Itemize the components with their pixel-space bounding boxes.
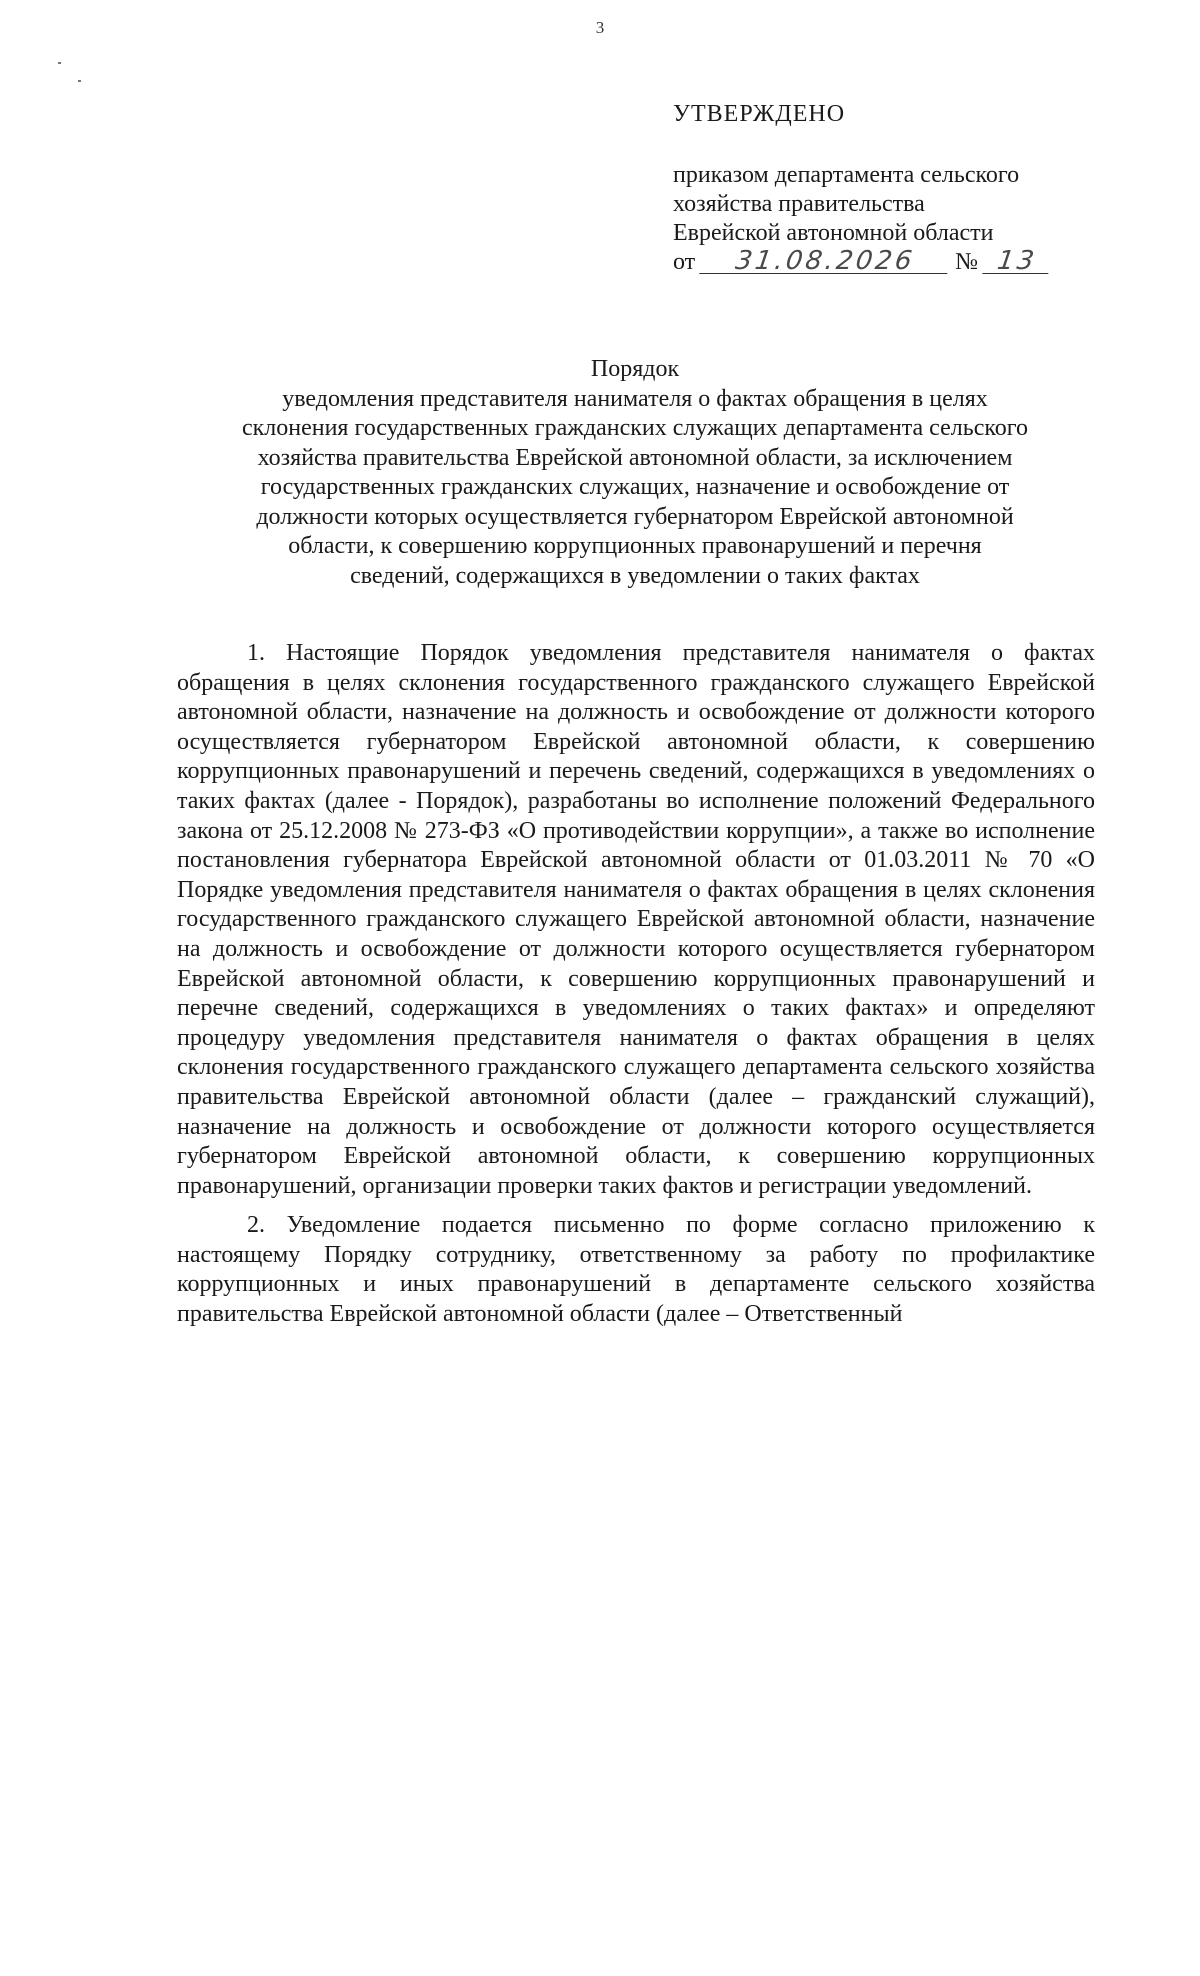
approval-date-line — [673, 248, 1093, 277]
document-subtitle-line: области, к совершению коррупционных правонарушений и перечня — [288, 533, 982, 559]
document-title: Порядок — [590, 356, 680, 382]
scan-speck — [58, 62, 61, 64]
approved-label: УТВЕРЖДЕНО — [673, 101, 846, 127]
handwritten-number: 13 — [982, 249, 1052, 274]
document-subtitle-line: государственных гражданских служащих, назначение и освобождение от — [260, 474, 1010, 500]
date-prefix: от — [673, 249, 696, 275]
page-number: 3 — [595, 18, 605, 37]
document-subtitle-line: уведомления представителя нанимателя о фактах обращения в целях — [282, 385, 988, 412]
document-body — [177, 639, 1095, 1340]
document-subtitle-line: склонения государственных гражданских служащих департамента сельского — [241, 415, 1029, 441]
paragraph-2: 2. Уведомление подается письменно по форме согласно приложению к настоящему Порядку сотруднику, ответственному за работу по профилактике коррупционных и иных правонарушений в департаменте сельского хозяйства правительства Еврейской автономной области (далее – Ответственный — [177, 1212, 1095, 1328]
handwritten-date: 31.08.2026 — [699, 249, 951, 274]
scan-speck — [78, 80, 81, 82]
document-title-block — [170, 355, 1100, 591]
document-subtitle-line: хозяйства правительства Еврейской автономной области, за исключением — [257, 444, 1013, 471]
document-subtitle-line: должности которых осуществляется губернатором Еврейской автономной — [256, 503, 1014, 530]
approval-stamp-block — [673, 100, 1093, 277]
document-subtitle-line: сведений, содержащихся в уведомлении о таких фактах — [350, 562, 920, 589]
number-sign: № — [955, 249, 979, 275]
paragraph-1: 1. Настоящие Порядок уведомления представителя нанимателя о фактах обращения в целях склонения государственного гражданского служащего Еврейской автономной области, назначение на должность и освобождение от должности которого осуществляется губернатором Еврейской автономной области, к совершению коррупционных правонарушений и перечень сведений, содержащихся в уведомлениях о таких фактах (далее - Порядок), разработаны во исполнение положений Федерального закона от 25.12.2008 № 273-ФЗ «О противодействии коррупции», а также во исполнение постановления губернатора Еврейской автономной области от 01.03.2011 № 70 «О Порядке уведомления представителя нанимателя о фактах обращения в целях склонения государственного гражданского служащего Еврейской автономной области, назначение на должность и освобождение от должности которого осуществляется губернатором Еврейской автономной области, к совершению коррупционных правонарушений и перечне сведений, содержащихся в уведомлениях о таких фактах» и определяют процедуру уведомления представителя нанимателя о фактах обращения в целях склонения государственного гражданского служащего департамента сельского хозяйства правительства Еврейской автономной области (далее – гражданский служащий), назначение на должность и освобождение от должности которого осуществляется губернатором Еврейской автономной области, к совершению коррупционных правонарушений, организации проверки таких фактов и регистрации уведомлений. — [177, 640, 1095, 1199]
approval-line: хозяйства правительства — [673, 191, 925, 217]
approval-line: приказом департамента сельского — [673, 162, 1020, 188]
approval-line: Еврейской автономной области — [673, 220, 994, 246]
